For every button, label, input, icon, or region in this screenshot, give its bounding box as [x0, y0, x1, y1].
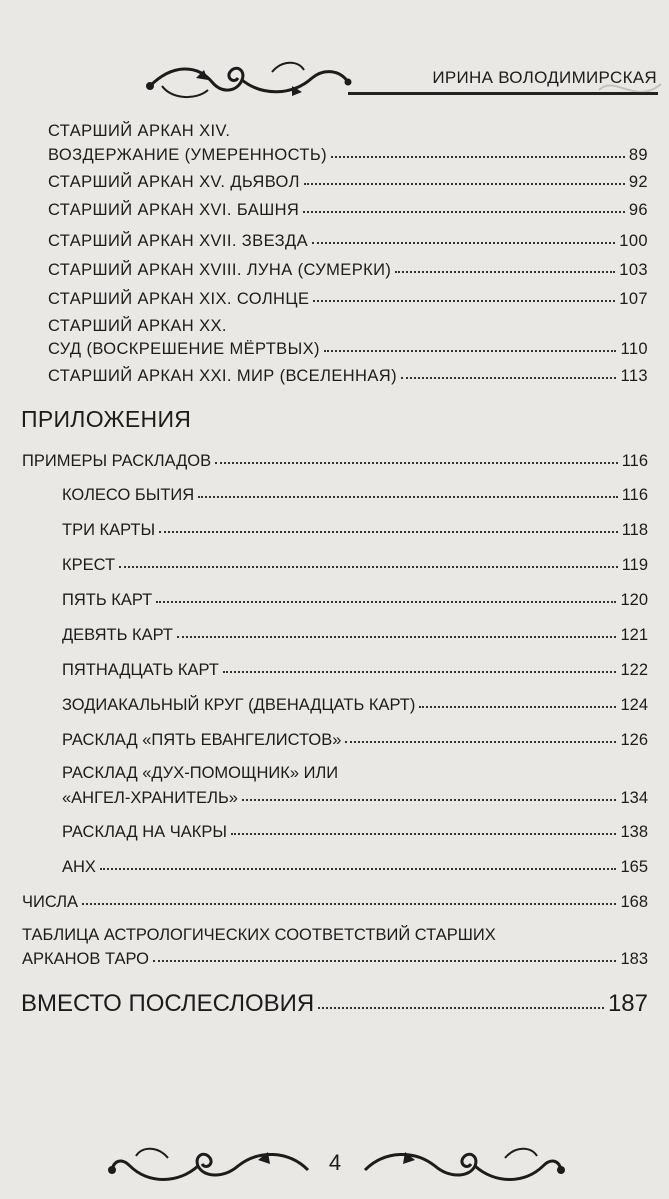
toc-entry-title: ТРИ КАРТЫ	[62, 521, 156, 539]
dot-leader	[156, 598, 616, 603]
section-heading: ПРИЛОЖЕНИЯ	[21, 406, 192, 432]
toc-entry-title: ВОЗДЕРЖАНИЕ (УМЕРЕННОСТЬ)	[48, 146, 328, 164]
toc-entry-title: АРКАНОВ ТАРО	[22, 950, 149, 968]
dot-leader	[198, 493, 618, 498]
flourish-ornament-icon	[108, 1140, 313, 1192]
toc-entry-title: СУД (ВОСКРЕШЕНИЕ МЁРТВЫХ)	[48, 340, 320, 358]
bleed-through-ornament-icon	[595, 70, 665, 110]
toc-page-number: 116	[621, 452, 648, 470]
dot-leader	[324, 347, 617, 352]
dot-leader	[119, 563, 618, 568]
dot-leader	[312, 239, 615, 244]
page-number: 4	[328, 1150, 342, 1175]
toc-page-number: 100	[619, 232, 648, 250]
toc-entry-title: КОЛЕСО БЫТИЯ	[62, 486, 195, 504]
toc-entry[interactable]	[22, 452, 648, 471]
dot-leader	[223, 668, 617, 673]
toc-entry[interactable]	[48, 146, 648, 165]
toc-entry-line1: СТАРШИЙ АРКАН XIV.	[48, 122, 231, 140]
toc-entry[interactable]	[48, 232, 648, 251]
toc-entry[interactable]	[48, 340, 648, 359]
toc-entry[interactable]	[62, 858, 648, 877]
dot-leader	[419, 703, 616, 708]
dot-leader	[313, 297, 615, 302]
toc-entry[interactable]	[62, 661, 648, 680]
toc-page-number: 187	[607, 990, 648, 1017]
toc-entry[interactable]	[62, 823, 648, 842]
toc-entry[interactable]	[48, 261, 648, 280]
toc-page-number: 110	[620, 340, 648, 358]
toc-page-number: 92	[628, 173, 648, 191]
dot-leader	[159, 528, 618, 533]
dot-leader	[215, 459, 618, 464]
toc-page-number: 124	[620, 696, 648, 714]
dot-leader	[331, 153, 625, 158]
toc-entry[interactable]	[21, 990, 648, 1018]
toc-page-number: 126	[620, 731, 648, 749]
toc-entry-title: ПРИМЕРЫ РАСКЛАДОВ	[22, 452, 212, 470]
toc-page-number: 119	[621, 556, 648, 574]
toc-entry[interactable]	[48, 290, 648, 309]
toc-page-number: 120	[620, 591, 648, 609]
toc-entry[interactable]	[48, 201, 648, 220]
toc-entry-title: ВМЕСТО ПОСЛЕСЛОВИЯ	[21, 990, 315, 1017]
toc-page-number: 138	[620, 823, 648, 841]
toc-entry-title: ДЕВЯТЬ КАРТ	[62, 626, 174, 644]
toc-entry-line1: РАСКЛАД «ДУХ-ПОМОЩНИК» ИЛИ	[62, 764, 339, 782]
toc-page-number: 116	[621, 486, 648, 504]
toc-entry[interactable]	[62, 591, 648, 610]
toc-page-number: 103	[619, 261, 648, 279]
dot-leader	[153, 957, 616, 962]
toc-page-number: 118	[621, 521, 648, 539]
dot-leader	[345, 738, 616, 743]
dot-leader	[242, 796, 617, 801]
toc-page-number: 165	[620, 858, 648, 876]
toc-entry-title: СТАРШИЙ АРКАН XVII. ЗВЕЗДА	[48, 232, 308, 250]
toc-page-number: 134	[620, 789, 648, 807]
flourish-ornament-icon	[142, 56, 357, 104]
toc-page-number: 107	[619, 290, 648, 308]
toc-entry-title: ПЯТНАДЦАТЬ КАРТ	[62, 661, 219, 679]
toc-page-number: 121	[620, 626, 648, 644]
toc-entry-title: ЧИСЛА	[22, 893, 79, 911]
toc-entry-title: РАСКЛАД «ПЯТЬ ЕВАНГЕЛИСТОВ»	[62, 731, 342, 749]
toc-entry-title: «АНГЕЛ-ХРАНИТЕЛЬ»	[62, 789, 238, 807]
toc-entry[interactable]	[22, 893, 648, 912]
toc-page-number: 168	[620, 893, 648, 911]
toc-entry[interactable]	[48, 173, 648, 192]
toc-entry-title: СТАРШИЙ АРКАН XIX. СОЛНЦЕ	[48, 290, 310, 308]
toc-entry[interactable]	[62, 521, 648, 540]
toc-page-number: 122	[620, 661, 648, 679]
toc-entry-title: ПЯТЬ КАРТ	[62, 591, 153, 609]
toc-entry-title: КРЕСТ	[62, 556, 116, 574]
toc-entry-line1: ТАБЛИЦА АСТРОЛОГИЧЕСКИХ СООТВЕТСТВИЙ СТАРШИХ	[22, 926, 496, 944]
dot-leader	[303, 208, 625, 213]
toc-entry[interactable]	[48, 367, 648, 386]
toc-entry-title: ЗОДИАКАЛЬНЫЙ КРУГ (ДВЕНАДЦАТЬ КАРТ)	[62, 696, 416, 714]
toc-page-number: 113	[620, 367, 648, 385]
toc-entry[interactable]	[22, 950, 648, 969]
toc-page-number: 183	[620, 950, 648, 968]
toc-entry-line1: СТАРШИЙ АРКАН XX.	[48, 317, 227, 335]
toc-entry-title: СТАРШИЙ АРКАН XV. ДЬЯВОЛ	[48, 173, 300, 191]
toc-entry[interactable]	[62, 696, 648, 715]
toc-entry[interactable]	[62, 556, 648, 575]
toc-entry-title: СТАРШИЙ АРКАН XXI. МИР (ВСЕЛЕННАЯ)	[48, 367, 397, 385]
author-name: ИРИНА ВОЛОДИМИРСКАЯ	[432, 68, 657, 87]
toc-page-number: 96	[628, 201, 648, 219]
toc-entry-title: СТАРШИЙ АРКАН XVI. БАШНЯ	[48, 201, 300, 219]
toc-entry[interactable]	[62, 626, 648, 645]
toc-entry[interactable]	[62, 731, 648, 750]
dot-leader	[231, 830, 617, 835]
toc-entry[interactable]	[62, 789, 648, 808]
toc-entry[interactable]	[62, 486, 648, 505]
dot-leader	[304, 180, 625, 185]
toc-entry-title: СТАРШИЙ АРКАН XVIII. ЛУНА (СУМЕРКИ)	[48, 261, 392, 279]
dot-leader	[401, 374, 617, 379]
dot-leader	[82, 900, 616, 905]
toc-entry-title: РАСКЛАД НА ЧАКРЫ	[62, 823, 227, 841]
dot-leader	[318, 1004, 604, 1009]
dot-leader	[100, 865, 617, 870]
dot-leader	[395, 268, 615, 273]
toc-page-number: 89	[628, 146, 648, 164]
dot-leader	[177, 633, 616, 638]
toc-entry-title: АНХ	[62, 858, 96, 876]
flourish-ornament-icon	[360, 1140, 565, 1192]
